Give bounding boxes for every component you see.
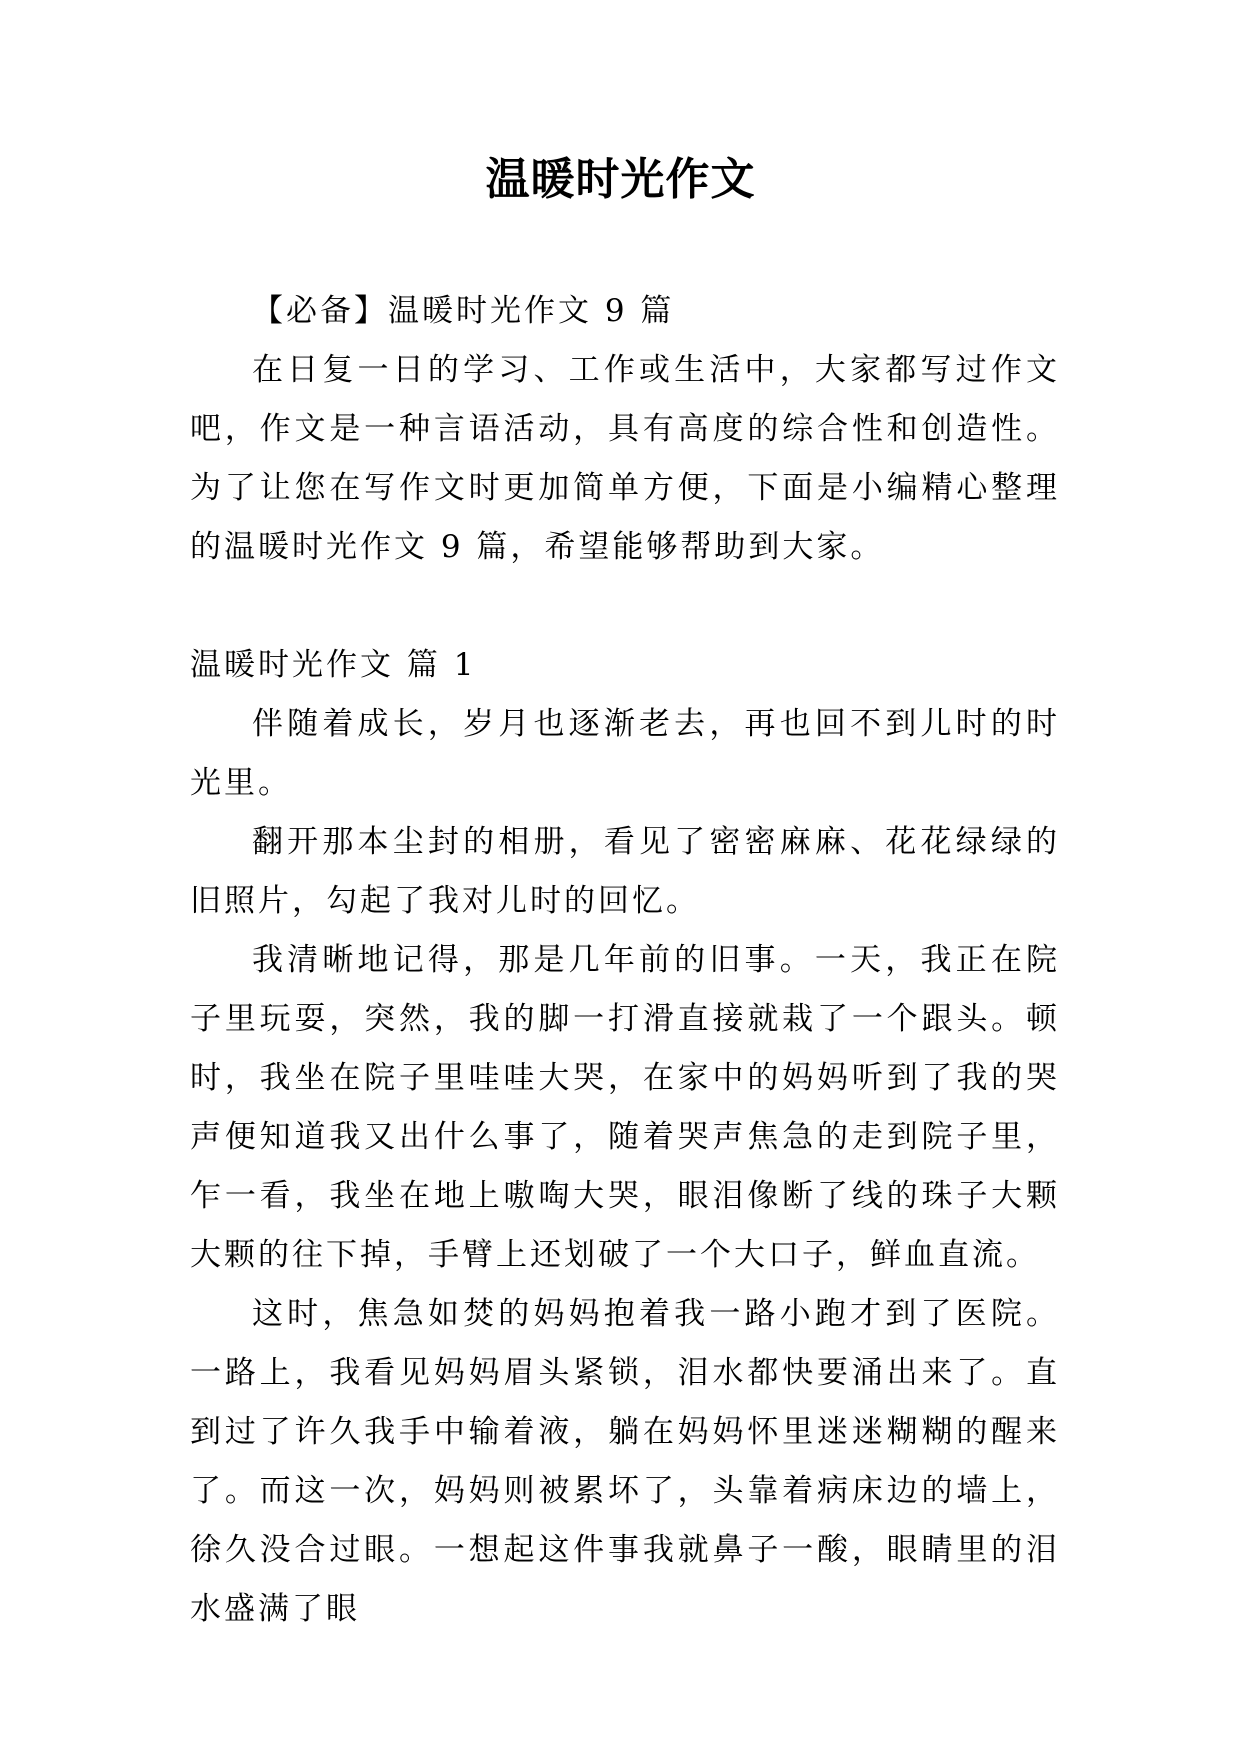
- intro-paragraph: 在日复一日的学习、工作或生活中，大家都写过作文吧，作文是一种言语活动，具有高度的综合性和创造性。为了让您在写作文时更加简单方便，下面是小编精心整理的温暖时光作文 9 篇，希望能够帮助到大家。: [190, 352, 1060, 565]
- body-paragraph-3: 我清晰地记得，那是几年前的旧事。一天，我正在院子里玩耍，突然，我的脚一打滑直接就栽了一个跟头。顿时，我坐在院子里哇哇大哭，在家中的妈妈听到了我的哭声便知道我又出什么事了，随着哭声焦急的走到院子里，乍一看，我坐在地上嗷啕大哭，眼泪像断了线的珠子大颗大颗的往下掉，手臂上还划破了一个大口子，鲜血直流。: [190, 942, 1060, 1273]
- section-heading: 温暖时光作文 篇 1: [190, 647, 477, 683]
- document-title: 温暖时光作文: [485, 154, 756, 205]
- body-paragraph-2: 翻开那本尘封的相册，看见了密密麻麻、花花绿绿的旧照片，勾起了我对儿时的回忆。: [190, 824, 1060, 919]
- document-subtitle: 【必备】温暖时光作文 9 篇: [252, 293, 675, 329]
- body-paragraph-1: 伴随着成长，岁月也逐渐老去，再也回不到儿时的时光里。: [190, 706, 1060, 801]
- document-body: [190, 282, 1060, 1639]
- body-paragraph-4: 这时，焦急如焚的妈妈抱着我一路小跑才到了医院。一路上，我看见妈妈眉头紧锁，泪水都快要涌出来了。直到过了许久我手中输着液，躺在妈妈怀里迷迷糊糊的醒来了。而这一次，妈妈则被累坏了，头靠着病床边的墙上，徐久没合过眼。一想起这件事我就鼻子一酸，眼睛里的泪水盛满了眼: [190, 1296, 1060, 1627]
